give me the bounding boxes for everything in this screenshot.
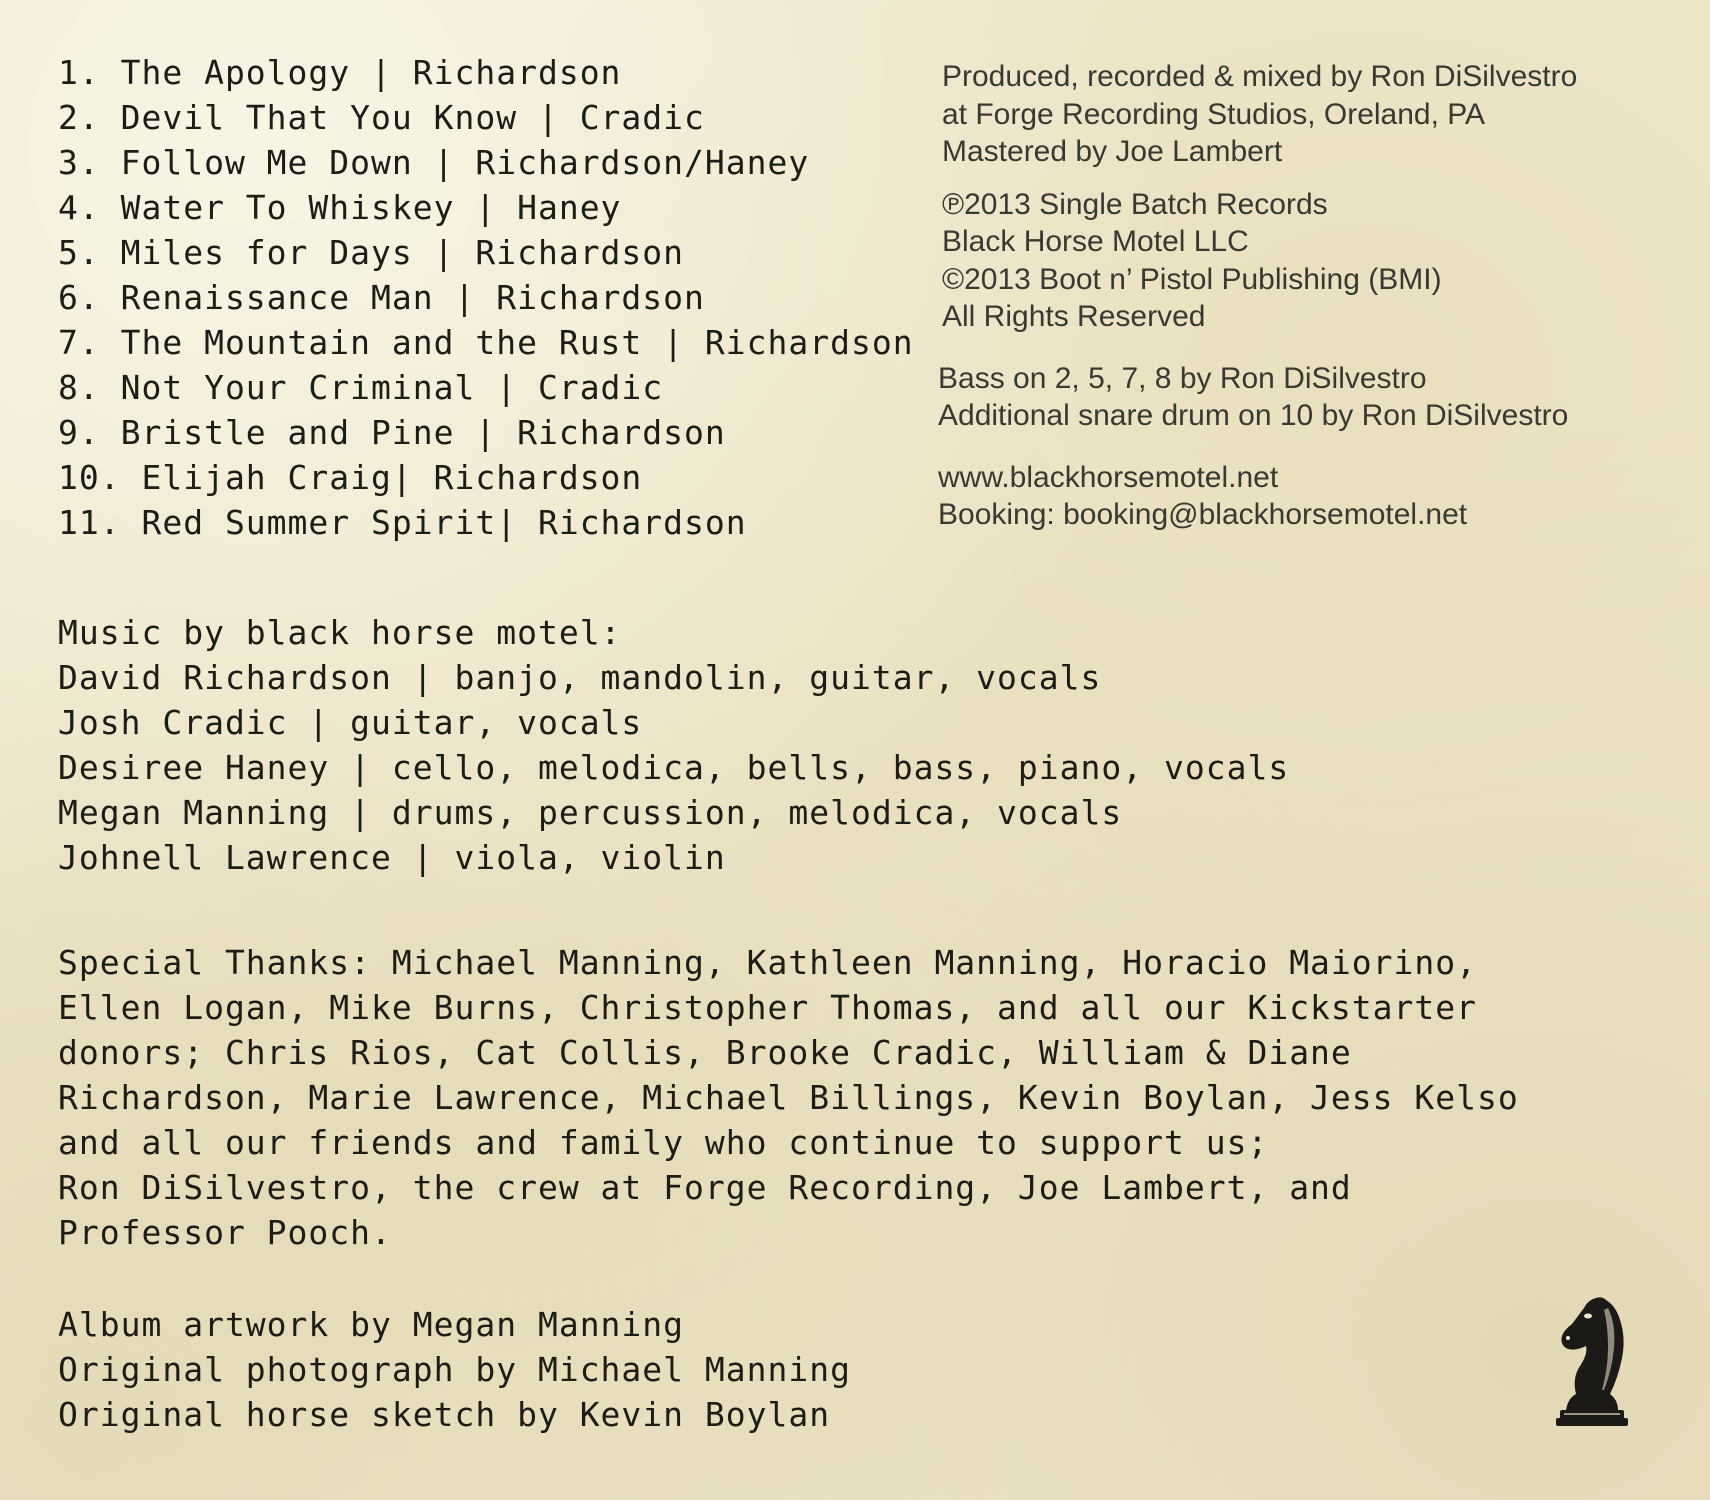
band-member: David Richardson | banjo, mandolin, guitar, vocals bbox=[58, 658, 1102, 697]
additional-musicians-block bbox=[938, 360, 1682, 435]
rights-line: ℗2013 Single Batch Records bbox=[942, 187, 1328, 221]
band-heading: Music by black horse motel: bbox=[58, 613, 622, 652]
chess-knight-icon bbox=[1552, 1290, 1632, 1430]
thanks-line: and all our friends and family who continue to support us; bbox=[58, 1123, 1269, 1162]
additional-musician-line: Bass on 2, 5, 7, 8 by Ron DiSilvestro bbox=[938, 361, 1427, 395]
artwork-credit-line: Original horse sketch by Kevin Boylan bbox=[58, 1395, 831, 1434]
rights-line: ©2013 Boot n’ Pistol Publishing (BMI) bbox=[942, 262, 1442, 296]
production-line: Produced, recorded & mixed by Ron DiSilvestro bbox=[942, 60, 1578, 93]
track-item: 1. The Apology | Richardson bbox=[58, 53, 622, 92]
special-thanks bbox=[58, 940, 1668, 1255]
rights-line: All Rights Reserved bbox=[942, 300, 1206, 333]
band-member: Johnell Lawrence | viola, violin bbox=[58, 838, 726, 877]
band-member: Desiree Haney | cello, melodica, bells, bass, piano, vocals bbox=[58, 748, 1290, 787]
band-member: Josh Cradic | guitar, vocals bbox=[58, 703, 643, 742]
thanks-line: Richardson, Marie Lawrence, Michael Billings, Kevin Boylan, Jess Kelso bbox=[58, 1078, 1519, 1117]
thanks-line: Professor Pooch. bbox=[58, 1213, 392, 1252]
production-line: Mastered by Joe Lambert bbox=[942, 135, 1283, 168]
artwork-credit-line: Album artwork by Megan Manning bbox=[58, 1305, 685, 1344]
track-item: 6. Renaissance Man | Richardson bbox=[58, 278, 705, 317]
band-member: Megan Manning | drums, percussion, melodica, vocals bbox=[58, 793, 1123, 832]
track-item: 8. Not Your Criminal | Cradic bbox=[58, 368, 664, 407]
thanks-line: Ellen Logan, Mike Burns, Christopher Thomas, and all our Kickstarter bbox=[58, 988, 1478, 1027]
website-link[interactable]: www.blackhorsemotel.net bbox=[938, 460, 1279, 494]
thanks-line: Ron DiSilvestro, the crew at Forge Recording, Joe Lambert, and bbox=[58, 1168, 1352, 1207]
rights-block bbox=[942, 186, 1682, 336]
track-item: 9. Bristle and Pine | Richardson bbox=[58, 413, 726, 452]
artwork-credits bbox=[58, 1302, 1258, 1437]
track-item: 5. Miles for Days | Richardson bbox=[58, 233, 685, 272]
thanks-line: donors; Chris Rios, Cat Collis, Brooke Cradic, William & Diane bbox=[58, 1033, 1352, 1072]
artwork-credit-line: Original photograph by Michael Manning bbox=[58, 1350, 851, 1389]
track-item: 11. Red Summer Spirit| Richardson bbox=[58, 503, 747, 542]
additional-musician-line: Additional snare drum on 10 by Ron DiSilvestro bbox=[938, 399, 1569, 432]
track-item: 3. Follow Me Down | Richardson/Haney bbox=[58, 143, 810, 182]
track-item: 2. Devil That You Know | Cradic bbox=[58, 98, 705, 137]
contact-block bbox=[938, 459, 1682, 534]
production-block bbox=[942, 58, 1682, 171]
band-members bbox=[58, 610, 1558, 880]
production-credits bbox=[938, 58, 1682, 549]
booking-email[interactable]: Booking: booking@blackhorsemotel.net bbox=[938, 498, 1468, 531]
tracklist bbox=[58, 50, 918, 545]
track-item: 4. Water To Whiskey | Haney bbox=[58, 188, 622, 227]
track-item: 7. The Mountain and the Rust | Richardson bbox=[58, 323, 914, 362]
thanks-line: Special Thanks: Michael Manning, Kathleen Manning, Horacio Maiorino, bbox=[58, 943, 1478, 982]
track-item: 10. Elijah Craig| Richardson bbox=[58, 458, 643, 497]
production-line: at Forge Recording Studios, Oreland, PA bbox=[942, 97, 1486, 131]
rights-line: Black Horse Motel LLC bbox=[942, 225, 1249, 258]
